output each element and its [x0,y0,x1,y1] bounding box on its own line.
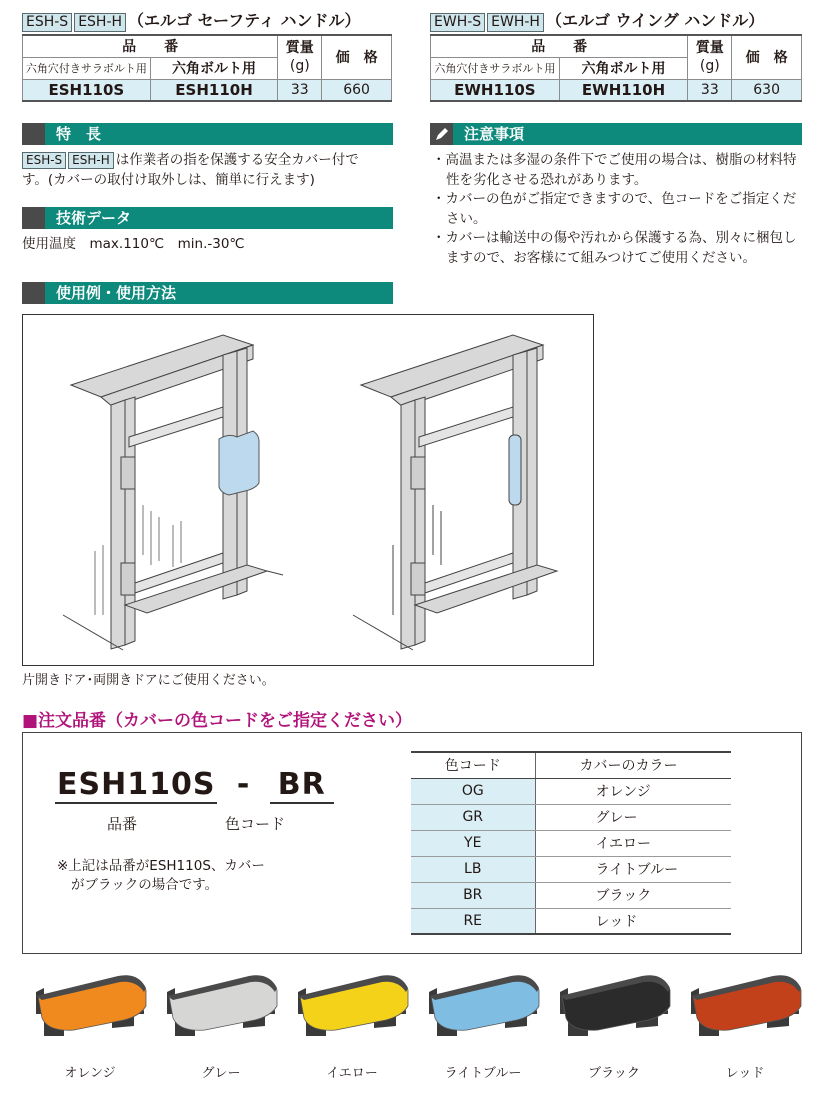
swatch-label: ブラック [588,1066,640,1081]
part-number: EWH110S [431,79,560,101]
color-code-table [411,751,731,935]
color-code: LB [411,856,535,882]
left-product-header [22,8,360,32]
handle-swatch [691,975,801,1036]
pencil-icon [430,123,453,145]
swatch-label: グレー [201,1066,241,1081]
color-name: グレー [535,804,731,830]
color-code: BR [411,882,535,908]
order-note: ※上記は品番がESH110S、カバー がブラックの場合です。 [57,858,265,893]
color-code: RE [411,908,535,934]
subheader-hex-bolt: 六角ボルト用 [559,57,688,79]
handle-swatch [36,975,146,1036]
handle-swatch [560,975,670,1036]
col-header-code: 色コード [411,752,535,778]
features-heading: 特 長 [22,123,393,145]
color-name: オレンジ [535,778,731,804]
header-price: 価 格 [732,35,802,79]
swatch-row [0,966,816,1114]
usage-heading: 使用例・使用方法 [22,282,393,304]
right-product-header [430,8,764,32]
color-code: YE [411,830,535,856]
caution-item: ・高温または多湿の条件下でご使用の場合は、樹脂の材料特性を劣化させる恐れがあります。 [432,152,797,188]
order-example [55,767,334,802]
usage-illustration [22,314,594,666]
price-value: 660 [322,79,392,101]
swatch-label: オレンジ [64,1066,116,1081]
header-mass: 質量 (g) [688,35,732,79]
header-hinban: 品 番 [431,35,688,57]
handle-swatch [167,975,277,1036]
order-label-color: 色コード [225,815,286,833]
header-price: 価 格 [322,35,392,79]
swatch-label: イエロー [326,1066,378,1081]
order-title: ■注文品番（カバーの色コードをご指定ください） [22,711,413,731]
part-number: EWH110H [559,79,688,101]
product-chip: ESH-S [22,13,72,32]
handle-swatch [429,975,539,1036]
subheader-flat-bolt: 六角穴付きサラボルト用 [23,57,151,79]
part-number: ESH110H [150,79,278,101]
col-header-color: カバーのカラー [535,752,731,778]
features-text: ESH-S ESH-H は作業者の指を保護する安全カバー付で す。(カバーの取付け取外しは、簡単に行えます) [22,152,359,188]
color-code: OG [411,778,535,804]
color-name: ブラック [535,882,731,908]
part-number: ESH110S [23,79,151,101]
color-name: ライトブルー [535,856,731,882]
cautions-list [432,151,802,268]
product-chip: ESH-H [74,13,126,32]
left-price-table [22,34,392,102]
swatch-label: レッド [725,1066,765,1081]
usage-caption: 片開きドア･両開きドアにご使用ください。 [22,673,275,688]
order-panel [22,732,802,954]
product-chip: EWH-H [487,13,544,32]
tech-text: 使用温度 max.110℃ min.-30℃ [22,236,245,252]
color-name: イエロー [535,830,731,856]
subheader-hex-bolt: 六角ボルト用 [150,57,278,79]
mass-value: 33 [688,79,732,101]
order-code-part: ESH110S [57,767,216,802]
product-title: （エルゴ ウイング ハンドル） [545,11,765,30]
order-color-part: BR [270,767,334,804]
order-label-part: 品番 [107,815,138,833]
door-frame-illustration [23,315,595,667]
handle-swatch [298,975,408,1036]
right-price-table [430,34,802,102]
subheader-flat-bolt: 六角穴付きサラボルト用 [431,57,560,79]
product-chip: EWH-S [430,13,485,32]
mass-value: 33 [278,79,322,101]
cautions-heading: 注意事項 [430,123,802,145]
caution-item: ・カバーの色がご指定できますので、色コードをご指定ください。 [432,191,797,227]
price-value: 630 [732,79,802,101]
product-title: （エルゴ セーフティ ハンドル） [128,11,361,30]
swatch-label: ライトブルー [444,1066,522,1081]
color-code: GR [411,804,535,830]
caution-item: ・カバーは輸送中の傷や汚れから保護する為、別々に梱包しますので、お客様にて組みつけてご使用ください。 [432,230,797,266]
color-name: レッド [535,908,731,934]
header-mass: 質量 (g) [278,35,322,79]
order-dash: - [236,767,251,802]
header-hinban: 品 番 [23,35,278,57]
tech-heading: 技術データ [22,207,393,229]
handle-swatches [0,966,816,1066]
